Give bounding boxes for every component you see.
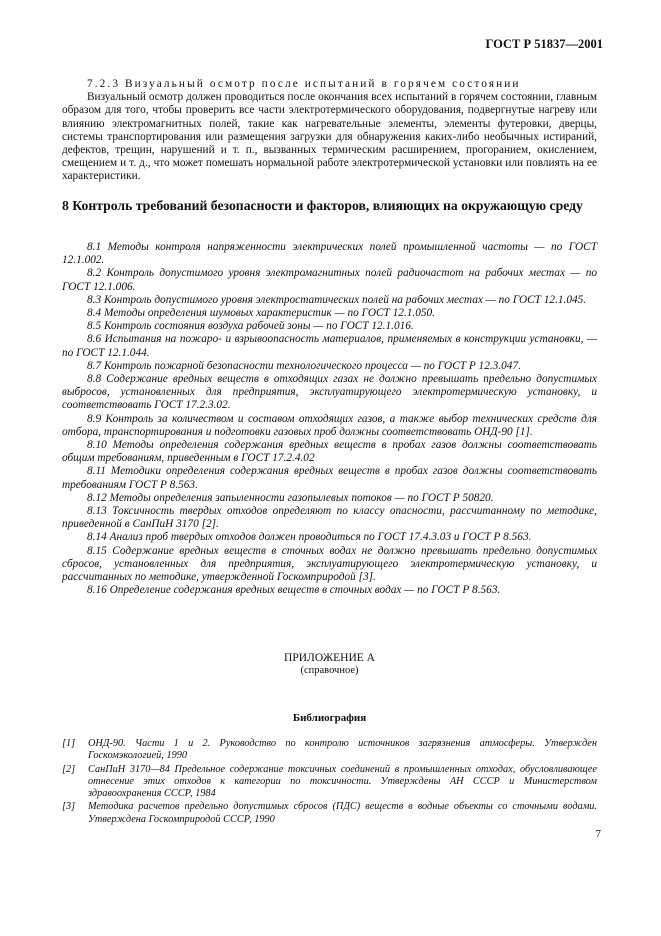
section-7-2-3-text: Визуальный осмотр должен проводиться после окончания всех испытаний в горячем состоянии, главным образом для того, чтобы проверить все части электротермического оборудования, подвергнутые нагреву или влиянию электромагнитных полей, такие как нагревательные элементы, элементы футеровки, дверцы, системы транспортирования или размещения загрузки для обнаружения каких-либо необычных истираний, дефектов, трещин, нарушений и т. п., вызванных термическим расширением, прогоранием, окислением, смещением и т. д., что может помешать нормальной работе электротермической установки или повлиять на ее характеристики. [62, 91, 597, 183]
section-8-item: 8.5 Контроль состояния воздуха рабочей зоны — по ГОСТ 12.1.016. [87, 320, 414, 333]
section-8-item: 8.10 Методы определения содержания вредных веществ в пробах газов должны соответствовать общим требованиям, приведенным в ГОСТ 17.2.4.02 [62, 439, 597, 465]
bibliography-entry-number: [3] [62, 801, 76, 813]
section-8-item: 8.6 Испытания на пожаро- и взрывоопасность материалов, применяемых в конструкции установки, — по ГОСТ 12.1.044. [62, 333, 597, 359]
annex-title: ПРИЛОЖЕНИЕ А [284, 652, 375, 664]
section-7-2-3 [62, 78, 597, 184]
bibliography-title: Библиография [292, 712, 367, 724]
document-header: ГОСТ Р 51837—2001 [485, 37, 603, 51]
page-number: 7 [595, 828, 601, 840]
annex-subtitle: (справочное) [300, 665, 359, 676]
section-8-items [62, 241, 597, 597]
section-8-item: 8.13 Токсичность твердых отходов определяют по классу опасности, рассчитанному по методике, приведенной в СанПиН 3170 [2]. [62, 505, 597, 531]
section-8-item: 8.2 Контроль допустимого уровня электромагнитных полей радиочастот на рабочих местах — по ГОСТ 12.1.006. [62, 267, 597, 293]
bibliography-entry [62, 738, 597, 763]
section-8-title: 8 Контроль требований безопасности и факторов, влияющих на окружающую среду [62, 198, 583, 213]
bibliography-entry-text: СанПиН 3170—84 Предельное содержание токсичных соединений в промышленных отходах, обусловливающее отнесение этих отходов к категории по токсичности. Утверждены АН СССР и Министерством здравоохранения СССР, 1984 [88, 763, 597, 800]
bibliography-entry-number: [2] [62, 763, 76, 775]
section-8-item: 8.1 Методы контроля напряженности электрических полей промышленной частоты — по ГОСТ 12.1.002. [62, 241, 597, 267]
bibliography-entry [62, 764, 597, 801]
bibliography-entry [62, 801, 597, 826]
section-8-item: 8.7 Контроль пожарной безопасности технологического процесса — по ГОСТ Р 12.3.047. [87, 359, 521, 372]
section-8-item: 8.9 Контроль за количеством и составом отходящих газов, а также выбор технических средств для отбора, транспортирования и подготовки газовых проб должны соответствовать ОНД-90 [1]. [62, 412, 597, 438]
bibliography-entry-text: Методика расчетов предельно допустимых сбросов (ПДС) веществ в водные объекты со сточными водами. Утверждена Госкомприродой СССР, 1990 [88, 801, 597, 825]
section-8-item: 8.3 Контроль допустимого уровня электростатических полей на рабочих местах — по ГОСТ 12.1.045. [87, 293, 587, 306]
section-7-2-3-heading: 7.2.3 Визуальный осмотр после испытаний в горячем состоянии [87, 78, 521, 90]
section-8-item: 8.14 Анализ проб твердых отходов должен проводиться по ГОСТ 17.4.3.03 и ГОСТ Р 8.563. [87, 531, 532, 544]
bibliography-entry-text: ОНД-90. Части 1 и 2. Руководство по контролю источников загрязнения атмосферы. Утвержден Госкомэкологией, 1990 [88, 738, 597, 762]
bibliography-entry-number: [1] [62, 738, 76, 749]
section-8-item: 8.15 Содержание вредных веществ в сточных водах не должно превышать предельно допустимых сбросов, установленных для предприятия, эксплуатирующего электротермическую установку, и рассчитанных по методике, утвержденной Госкомприродой [3]. [62, 544, 597, 584]
section-8-item: 8.4 Методы определения шумовых характеристик — по ГОСТ 12.1.050. [87, 307, 436, 320]
section-8-item: 8.11 Методики определения содержания вредных веществ в пробах газов должны соответствовать требованиям ГОСТ Р 8.563. [62, 465, 597, 491]
section-8-item: 8.12 Методы определения запыленности газопылевых потоков — по ГОСТ Р 50820. [87, 491, 494, 504]
section-8-item: 8.8 Содержание вредных веществ в отходящих газах не должно превышать предельно допустимых выбросов, установленных для предприятия, эксплуатирующего электротермическую установку, и соответствовать ГОСТ 17.2.3.02. [62, 373, 597, 412]
bibliography-list [62, 738, 597, 827]
section-8-item: 8.16 Определение содержания вредных веществ в сточных водах — по ГОСТ Р 8.563. [87, 584, 501, 597]
